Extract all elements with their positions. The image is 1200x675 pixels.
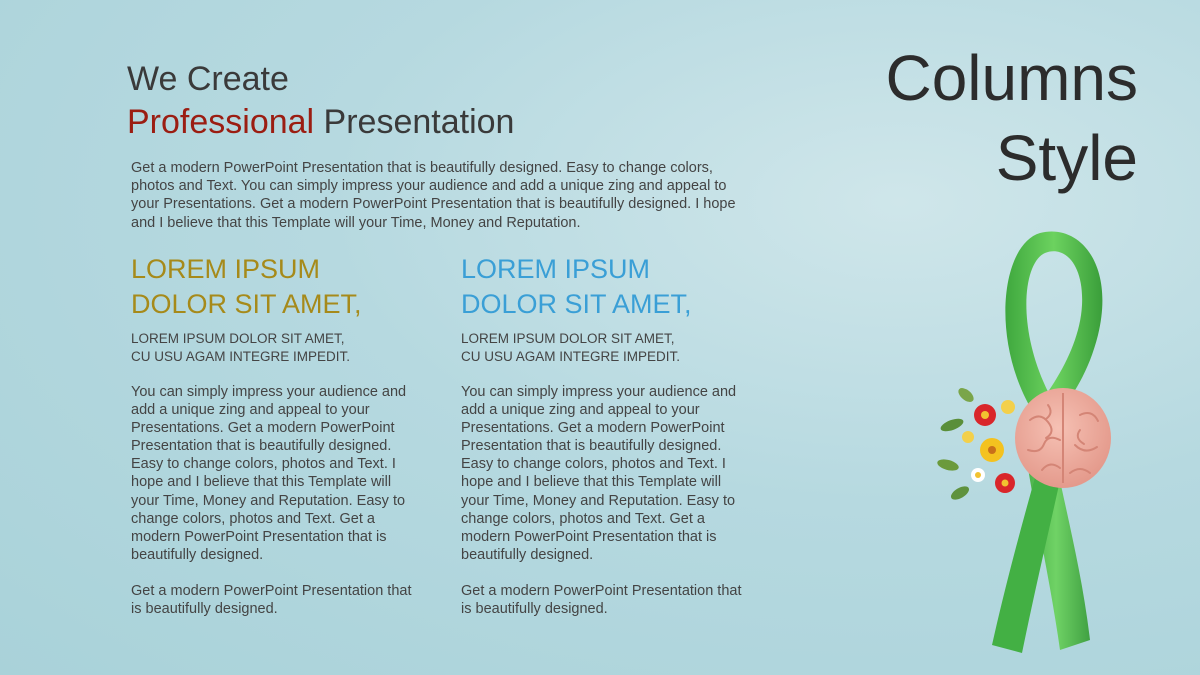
column-right-heading [461, 252, 746, 322]
slide-title-line2: Style [995, 122, 1138, 194]
column-right-footer: Get a modern PowerPoint Presentation that is beautifully designed. [461, 582, 742, 618]
column-left-footer: Get a modern PowerPoint Presentation that is beautifully designed. [131, 582, 412, 618]
column-left-heading-line1: LOREM IPSUM [131, 254, 321, 284]
column-right-sub-line2: CU USU AGAM INTEGRE IMPEDIT. [461, 348, 681, 364]
headline-line1: We Create [127, 60, 289, 98]
column-left-sub-line1: LOREM IPSUM DOLOR SIT AMET, [131, 331, 345, 346]
column-left-heading-line2: DOLOR SIT AMET, [131, 289, 362, 319]
headline-accent-word: Professional [127, 102, 315, 141]
intro-paragraph: Get a modern PowerPoint Presentation that is beautifully designed. Easy to change colors, photos and Text. You can simply impress your audience and add a unique zing and appeal to your Presentations. Get a modern PowerPoint Presentation that is beautifully designed. I hope and I believe that this Template will your Time, Money and Reputation. [131, 160, 736, 231]
column-left [131, 252, 416, 618]
column-right-subheading [461, 330, 746, 365]
headline [127, 58, 514, 143]
column-left-subheading [131, 330, 416, 365]
slide-title [885, 38, 1138, 198]
column-right [461, 252, 746, 618]
column-left-body: You can simply impress your audience and add a unique zing and appeal to your Presentations. Get a modern PowerPoint Presentation that is beautifully designed. Easy to change colors, photos and Text. I hope and I believe that this Template will your Time, Money and Reputation. Easy to change colors, photos and Text. Get a modern PowerPoint Presentation that is beautifully designed. [131, 384, 407, 563]
column-right-sub-line1: LOREM IPSUM DOLOR SIT AMET, [461, 331, 675, 346]
column-right-heading-line2: DOLOR SIT AMET, [461, 289, 692, 319]
column-left-heading [131, 252, 416, 322]
slide-title-line1: Columns [885, 42, 1138, 114]
flower-cluster-icon [936, 385, 1015, 502]
column-right-heading-line1: LOREM IPSUM [461, 254, 651, 284]
column-right-body: You can simply impress your audience and add a unique zing and appeal to your Presentations. Get a modern PowerPoint Presentation that is beautifully designed. Easy to change colors, photos and Text. I hope and I believe that this Template will your Time, Money and Reputation. Easy to change colors, photos and Text. Get a modern PowerPoint Presentation that is beautifully designed. [461, 384, 737, 563]
column-left-sub-line2: CU USU AGAM INTEGRE IMPEDIT. [131, 348, 351, 364]
awareness-ribbon-illustration [930, 225, 1130, 655]
brain-icon [1015, 388, 1111, 488]
headline-line2 [127, 101, 514, 144]
headline-line2-rest: Presentation [314, 102, 515, 141]
